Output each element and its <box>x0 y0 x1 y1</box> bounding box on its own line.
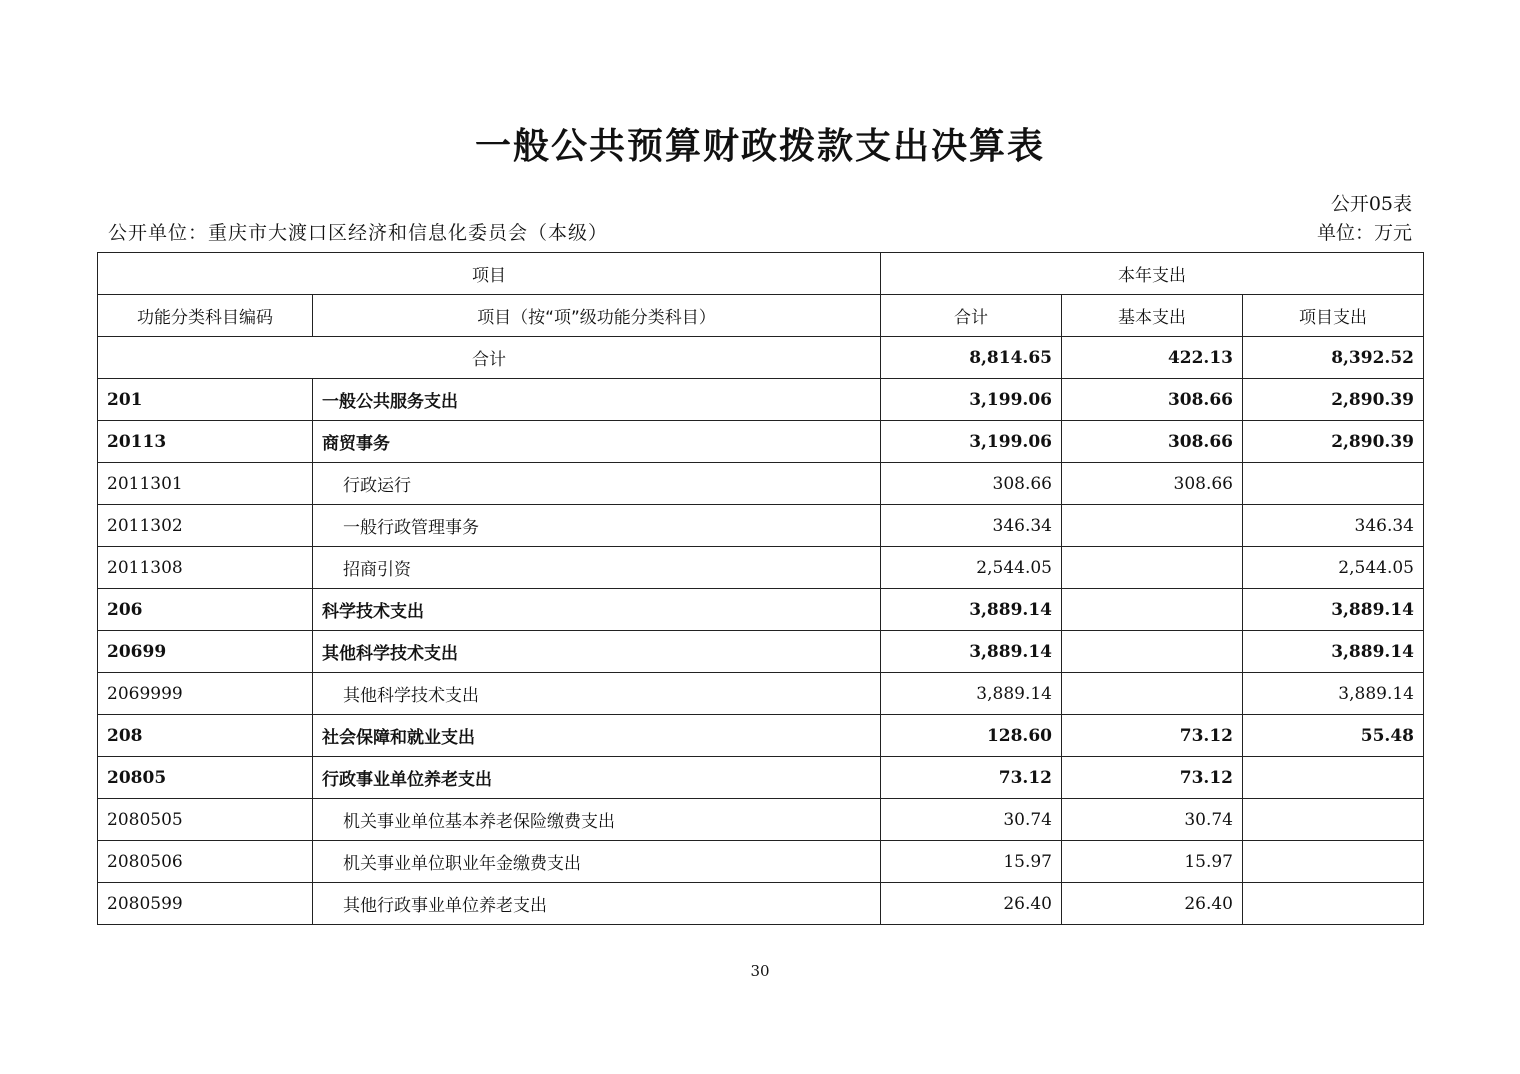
basic-cell: 308.66 <box>1062 463 1243 505</box>
item-name-cell: 一般行政管理事务 <box>313 505 881 547</box>
header-project: 项目支出 <box>1243 295 1424 337</box>
table-row <box>98 883 1424 925</box>
code-cell: 208 <box>98 715 313 757</box>
page-title: 一般公共预算财政拨款支出决算表 <box>474 126 1045 167</box>
total-row <box>98 337 1424 379</box>
code-cell: 20113 <box>98 421 313 463</box>
project-cell: 346.34 <box>1243 505 1424 547</box>
project-cell <box>1243 883 1424 925</box>
basic-cell <box>1062 505 1243 547</box>
currency-unit: 单位：万元 <box>1316 222 1412 244</box>
project-cell: 3,889.14 <box>1243 673 1424 715</box>
total-cell: 346.34 <box>881 505 1062 547</box>
total-cell: 3,889.14 <box>881 631 1062 673</box>
basic-cell <box>1062 589 1243 631</box>
basic-cell <box>1062 547 1243 589</box>
item-name-cell: 招商引资 <box>313 547 881 589</box>
code-cell: 2011302 <box>98 505 313 547</box>
code-cell: 201 <box>98 379 313 421</box>
header-code: 功能分类科目编码 <box>98 295 313 337</box>
item-name-cell: 其他科学技术支出 <box>313 673 881 715</box>
total-amount: 8,814.65 <box>881 337 1062 379</box>
total-cell: 308.66 <box>881 463 1062 505</box>
basic-cell: 308.66 <box>1062 421 1243 463</box>
total-cell: 2,544.05 <box>881 547 1062 589</box>
table-row <box>98 799 1424 841</box>
item-name-cell: 机关事业单位基本养老保险缴费支出 <box>313 799 881 841</box>
header-item: 项目 <box>98 253 881 295</box>
project-cell <box>1243 757 1424 799</box>
total-cell: 3,199.06 <box>881 379 1062 421</box>
header-item-name: 项目（按“项”级功能分类科目） <box>313 295 881 337</box>
basic-cell: 308.66 <box>1062 379 1243 421</box>
table-row <box>98 757 1424 799</box>
code-cell: 2069999 <box>98 673 313 715</box>
code-cell: 206 <box>98 589 313 631</box>
total-cell: 73.12 <box>881 757 1062 799</box>
total-basic: 422.13 <box>1062 337 1243 379</box>
table-row <box>98 841 1424 883</box>
code-cell: 20805 <box>98 757 313 799</box>
total-cell: 30.74 <box>881 799 1062 841</box>
basic-cell: 73.12 <box>1062 757 1243 799</box>
code-cell: 2080506 <box>98 841 313 883</box>
total-label: 合计 <box>98 337 881 379</box>
table-row <box>98 379 1424 421</box>
code-cell: 2080505 <box>98 799 313 841</box>
table-row <box>98 589 1424 631</box>
project-cell <box>1243 799 1424 841</box>
total-project: 8,392.52 <box>1243 337 1424 379</box>
header-total: 合计 <box>881 295 1062 337</box>
item-name-cell: 行政运行 <box>313 463 881 505</box>
table-row <box>98 463 1424 505</box>
basic-cell: 15.97 <box>1062 841 1243 883</box>
table-row <box>98 673 1424 715</box>
project-cell: 2,544.05 <box>1243 547 1424 589</box>
item-name-cell: 其他科学技术支出 <box>313 631 881 673</box>
item-name-cell: 商贸事务 <box>313 421 881 463</box>
basic-cell: 73.12 <box>1062 715 1243 757</box>
expenditure-table <box>97 252 1424 925</box>
item-name-cell: 社会保障和就业支出 <box>313 715 881 757</box>
header-row-columns <box>98 295 1424 337</box>
project-cell: 3,889.14 <box>1243 589 1424 631</box>
project-cell <box>1243 463 1424 505</box>
header-basic: 基本支出 <box>1062 295 1243 337</box>
item-name-cell: 科学技术支出 <box>313 589 881 631</box>
table-row <box>98 421 1424 463</box>
project-cell: 2,890.39 <box>1243 379 1424 421</box>
code-cell: 20699 <box>98 631 313 673</box>
page-number: 30 <box>750 962 770 980</box>
total-cell: 15.97 <box>881 841 1062 883</box>
project-cell: 2,890.39 <box>1243 421 1424 463</box>
code-cell: 2011301 <box>98 463 313 505</box>
project-cell: 3,889.14 <box>1243 631 1424 673</box>
item-name-cell: 一般公共服务支出 <box>313 379 881 421</box>
project-cell: 55.48 <box>1243 715 1424 757</box>
basic-cell <box>1062 673 1243 715</box>
basic-cell: 26.40 <box>1062 883 1243 925</box>
code-cell: 2011308 <box>98 547 313 589</box>
total-cell: 3,889.14 <box>881 673 1062 715</box>
total-cell: 26.40 <box>881 883 1062 925</box>
form-number: 公开05表 <box>1330 193 1412 215</box>
total-cell: 128.60 <box>881 715 1062 757</box>
item-name-cell: 行政事业单位养老支出 <box>313 757 881 799</box>
reporting-unit: 公开单位：重庆市大渡口区经济和信息化委员会（本级） <box>108 222 609 244</box>
table-row <box>98 505 1424 547</box>
table-row <box>98 547 1424 589</box>
code-cell: 2080599 <box>98 883 313 925</box>
basic-cell: 30.74 <box>1062 799 1243 841</box>
header-row-top <box>98 253 1424 295</box>
item-name-cell: 其他行政事业单位养老支出 <box>313 883 881 925</box>
basic-cell <box>1062 631 1243 673</box>
total-cell: 3,889.14 <box>881 589 1062 631</box>
project-cell <box>1243 841 1424 883</box>
table-row <box>98 631 1424 673</box>
header-current-year: 本年支出 <box>881 253 1424 295</box>
total-cell: 3,199.06 <box>881 421 1062 463</box>
item-name-cell: 机关事业单位职业年金缴费支出 <box>313 841 881 883</box>
table-row <box>98 715 1424 757</box>
